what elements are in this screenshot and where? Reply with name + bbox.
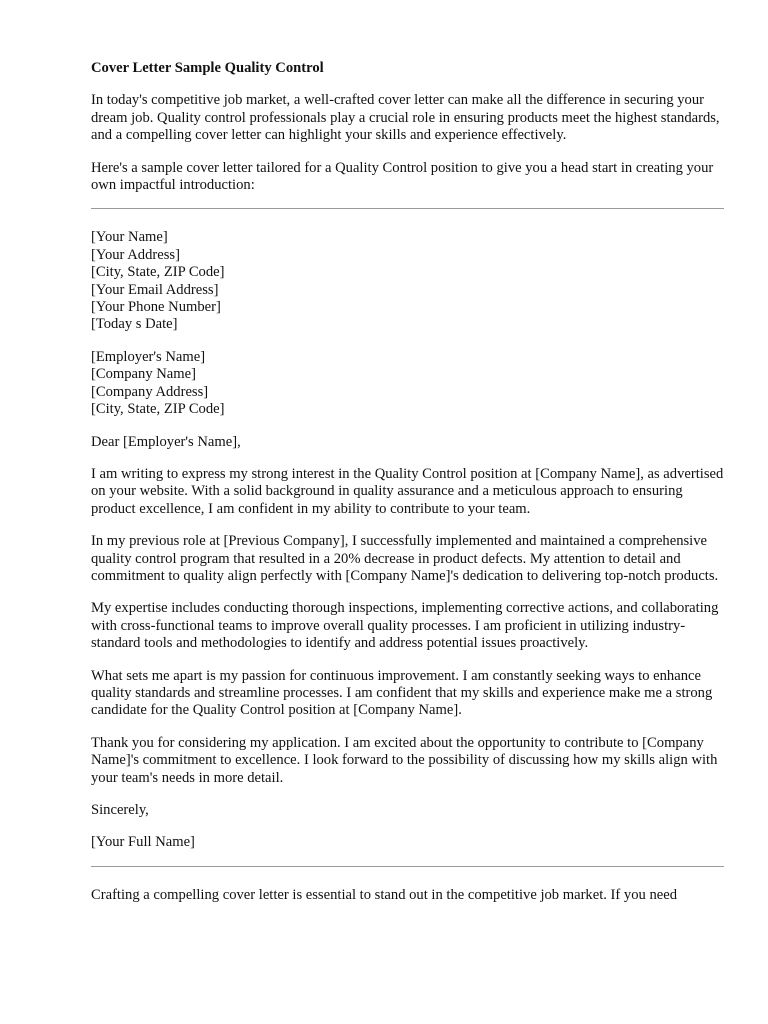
company-city-state-zip: [City, State, ZIP Code] xyxy=(91,401,225,418)
intro-paragraph: In today's competitive job market, a well-crafted cover letter can make all the difference in securing your dream job. Quality control professionals play a crucial role in ensuring products meet the highest standards, and a compelling cover letter can highlight your skills and experience effectively. xyxy=(91,92,720,144)
outro-paragraph: Crafting a compelling cover letter is essential to stand out in the competitive job market. If you need xyxy=(91,886,678,903)
body-paragraph: My expertise includes conducting thorough inspections, implementing corrective actions, and collaborating with cross-functional teams to improve overall quality processes. I am proficient in utilizing industry-standard tools and methodologies to identify and address potential issues proactively. xyxy=(91,600,719,652)
company-name: [Company Name] xyxy=(91,366,196,383)
divider-top xyxy=(91,208,724,209)
sender-email: [Your Email Address] xyxy=(91,281,219,298)
sender-address-block xyxy=(91,229,724,333)
body-paragraph: I am writing to express my strong interest in the Quality Control position at [Company Name], as advertised on your website. With a solid background in quality assurance and a meticulous approach to ensuring product excellence, I am confident in my ability to contribute to your team. xyxy=(91,465,724,517)
body-paragraph: In my previous role at [Previous Company], I successfully implemented and maintained a comprehensive quality control program that resulted in a 20% decrease in product defects. My attention to detail and commitment to quality align perfectly with [Company Name]'s dedication to delivering top-notch products. xyxy=(91,533,719,584)
letter-date: [Today s Date] xyxy=(91,316,178,333)
sender-name: [Your Name] xyxy=(91,229,168,246)
intro-paragraph: Here's a sample cover letter tailored for a Quality Control position to give you a head start in creating your own impactful introduction: xyxy=(91,159,714,194)
document-title: Cover Letter Sample Quality Control xyxy=(91,60,324,76)
sender-city-state-zip: [City, State, ZIP Code] xyxy=(91,264,225,281)
body-paragraph: Thank you for considering my application. I am excited about the opportunity to contribute to [Company Name]'s commitment to excellence. I look forward to the possibility of discussing how my skills align with your team's needs in more detail. xyxy=(91,734,718,786)
divider-bottom xyxy=(91,866,724,867)
sender-phone: [Your Phone Number] xyxy=(91,299,221,316)
sender-address: [Your Address] xyxy=(91,246,180,263)
body-paragraph: What sets me apart is my passion for continuous improvement. I am constantly seeking ways to enhance quality standards and streamline processes. I am confident that my skills and experience make me a strong candidate for the Quality Control position at [Company Name]. xyxy=(91,667,713,719)
company-address: [Company Address] xyxy=(91,383,209,400)
signature: [Your Full Name] xyxy=(91,834,195,851)
recipient-address-block xyxy=(91,349,724,419)
closing: Sincerely, xyxy=(91,802,149,818)
employer-name: [Employer's Name] xyxy=(91,348,206,365)
salutation: Dear [Employer's Name], xyxy=(91,433,241,450)
document-page xyxy=(91,60,724,919)
